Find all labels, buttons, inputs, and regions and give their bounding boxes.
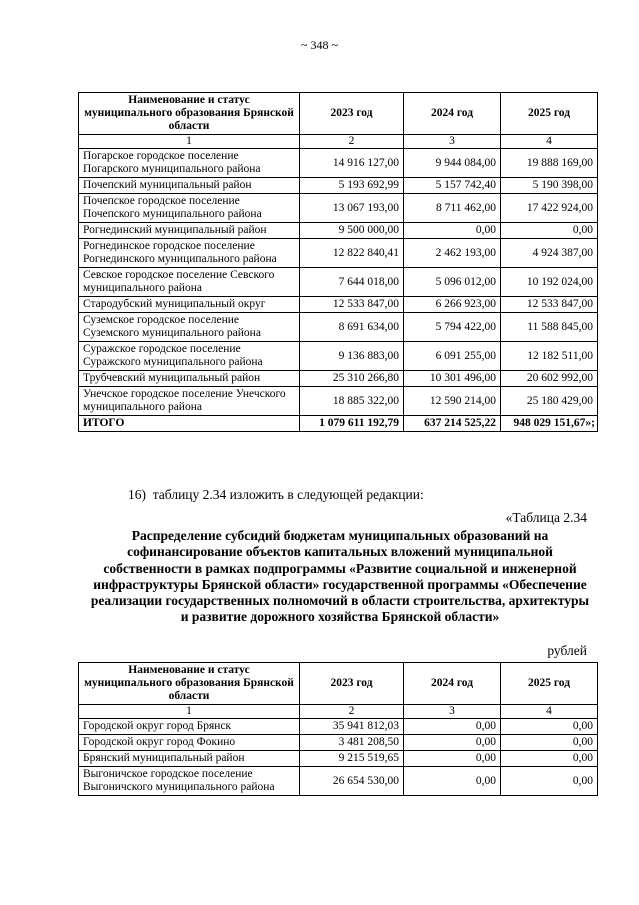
municipality-name: Суземское городское поселение Суземского муниципального района bbox=[79, 313, 300, 342]
value-2023: 3 481 208,50 bbox=[300, 735, 404, 751]
value-2025: 12 182 511,00 bbox=[501, 342, 598, 371]
subsidy-table-continued bbox=[78, 92, 598, 432]
value-2025: 0,00 bbox=[501, 735, 598, 751]
column-index: 1 bbox=[79, 135, 300, 149]
value-2023: 14 916 127,00 bbox=[300, 149, 404, 178]
column-index: 4 bbox=[501, 705, 598, 719]
municipality-name: Стародубский муниципальный округ bbox=[79, 297, 300, 313]
municipality-name: Рогнединское городское поселение Рогнединского муниципального района bbox=[79, 239, 300, 268]
value-2025: 20 602 992,00 bbox=[501, 371, 598, 387]
value-2025: 0,00 bbox=[501, 223, 598, 239]
table-row bbox=[79, 268, 598, 297]
column-index: 1 bbox=[79, 705, 300, 719]
value-2024: 2 462 193,00 bbox=[404, 239, 501, 268]
table-row bbox=[79, 767, 598, 796]
units-label: рублей bbox=[547, 643, 587, 658]
municipality-name: Унечское городское поселение Унечского муниципального района bbox=[79, 387, 300, 416]
value-2023: 5 193 692,99 bbox=[300, 178, 404, 194]
municipality-name: Выгоничское городское поселение Выгоничского муниципального района bbox=[79, 767, 300, 796]
value-2023: 9 215 519,65 bbox=[300, 751, 404, 767]
table-row bbox=[79, 313, 598, 342]
table-row bbox=[79, 387, 598, 416]
value-2025: 19 888 169,00 bbox=[501, 149, 598, 178]
value-2024: 5 096 012,00 bbox=[404, 268, 501, 297]
municipality-name: Рогнединский муниципальный район bbox=[79, 223, 300, 239]
table-row bbox=[79, 194, 598, 223]
value-2024: 0,00 bbox=[404, 735, 501, 751]
value-2024: 12 590 214,00 bbox=[404, 387, 501, 416]
value-2023: 7 644 018,00 bbox=[300, 268, 404, 297]
subsidy-table-2-34 bbox=[78, 662, 598, 796]
value-2024: 6 091 255,00 bbox=[404, 342, 501, 371]
value-2025: 25 180 429,00 bbox=[501, 387, 598, 416]
municipality-name: Городской округ город Фокино bbox=[79, 735, 300, 751]
value-2024: 8 711 462,00 bbox=[404, 194, 501, 223]
value-2023: 8 691 634,00 bbox=[300, 313, 404, 342]
municipality-name: Севское городское поселение Севского муниципального района bbox=[79, 268, 300, 297]
value-2025: 0,00 bbox=[501, 719, 598, 735]
municipality-name: Почепский муниципальный район bbox=[79, 178, 300, 194]
table-row bbox=[79, 149, 598, 178]
municipality-name: Почепское городское поселение Почепского муниципального района bbox=[79, 194, 300, 223]
value-2025: 12 533 847,00 bbox=[501, 297, 598, 313]
header-2024: 2024 год bbox=[404, 663, 501, 705]
value-2024: 9 944 084,00 bbox=[404, 149, 501, 178]
total-label: ИТОГО bbox=[79, 416, 300, 432]
value-2024: 0,00 bbox=[404, 719, 501, 735]
table-row bbox=[79, 751, 598, 767]
header-municipality: Наименование и статус муниципального образования Брянской области bbox=[79, 663, 300, 705]
total-2023: 1 079 611 192,79 bbox=[300, 416, 404, 432]
municipality-name: Брянский муниципальный район bbox=[79, 751, 300, 767]
value-2023: 9 500 000,00 bbox=[300, 223, 404, 239]
value-2023: 35 941 812,03 bbox=[300, 719, 404, 735]
value-2023: 13 067 193,00 bbox=[300, 194, 404, 223]
table-heading: Распределение субсидий бюджетам муниципальных образований на софинансирование объектов капитальных вложений муниципальной собственности в рамках подпрограммы «Развитие социальной и инженерной инфраструктуры Брянской области» государственной программы «Обеспечение реализации государственных полномочий в области строительства, архитектуры и развитие дорожного хозяйства Брянской области» bbox=[90, 528, 590, 625]
value-2025: 4 924 387,00 bbox=[501, 239, 598, 268]
value-2024: 0,00 bbox=[404, 751, 501, 767]
total-row bbox=[79, 416, 598, 432]
value-2023: 9 136 883,00 bbox=[300, 342, 404, 371]
header-2025: 2025 год bbox=[501, 93, 598, 135]
column-index: 3 bbox=[404, 135, 501, 149]
table-row bbox=[79, 735, 598, 751]
table-row bbox=[79, 719, 598, 735]
value-2023: 12 822 840,41 bbox=[300, 239, 404, 268]
municipality-name: Городской округ город Брянск bbox=[79, 719, 300, 735]
column-index: 3 bbox=[404, 705, 501, 719]
table-row bbox=[79, 371, 598, 387]
value-2023: 25 310 266,80 bbox=[300, 371, 404, 387]
table-label: «Таблица 2.34 bbox=[505, 510, 587, 525]
header-municipality: Наименование и статус муниципального образования Брянской области bbox=[79, 93, 300, 135]
table-row bbox=[79, 223, 598, 239]
table-row bbox=[79, 239, 598, 268]
table-row bbox=[79, 297, 598, 313]
municipality-name: Суражское городское поселение Суражского муниципального района bbox=[79, 342, 300, 371]
table-row bbox=[79, 178, 598, 194]
value-2024: 0,00 bbox=[404, 767, 501, 796]
column-index: 2 bbox=[300, 705, 404, 719]
total-2025: 948 029 151,67»; bbox=[501, 416, 598, 432]
value-2024: 5 157 742,40 bbox=[404, 178, 501, 194]
value-2024: 6 266 923,00 bbox=[404, 297, 501, 313]
value-2024: 5 794 422,00 bbox=[404, 313, 501, 342]
header-2025: 2025 год bbox=[501, 663, 598, 705]
header-2023: 2023 год bbox=[300, 93, 404, 135]
municipality-name: Трубчевский муниципальный район bbox=[79, 371, 300, 387]
value-2023: 26 654 530,00 bbox=[300, 767, 404, 796]
value-2025: 0,00 bbox=[501, 751, 598, 767]
page-number: ~ 348 ~ bbox=[301, 38, 338, 52]
value-2025: 10 192 024,00 bbox=[501, 268, 598, 297]
value-2025: 5 190 398,00 bbox=[501, 178, 598, 194]
value-2025: 11 588 845,00 bbox=[501, 313, 598, 342]
header-2024: 2024 год bbox=[404, 93, 501, 135]
amendment-paragraph: 16) таблицу 2.34 изложить в следующей редакции: bbox=[128, 487, 424, 502]
total-2024: 637 214 525,22 bbox=[404, 416, 501, 432]
column-index: 4 bbox=[501, 135, 598, 149]
value-2024: 10 301 496,00 bbox=[404, 371, 501, 387]
municipality-name: Погарское городское поселение Погарского муниципального района bbox=[79, 149, 300, 178]
value-2023: 18 885 322,00 bbox=[300, 387, 404, 416]
value-2025: 0,00 bbox=[501, 767, 598, 796]
header-2023: 2023 год bbox=[300, 663, 404, 705]
value-2024: 0,00 bbox=[404, 223, 501, 239]
table-row bbox=[79, 342, 598, 371]
column-index: 2 bbox=[300, 135, 404, 149]
value-2025: 17 422 924,00 bbox=[501, 194, 598, 223]
value-2023: 12 533 847,00 bbox=[300, 297, 404, 313]
